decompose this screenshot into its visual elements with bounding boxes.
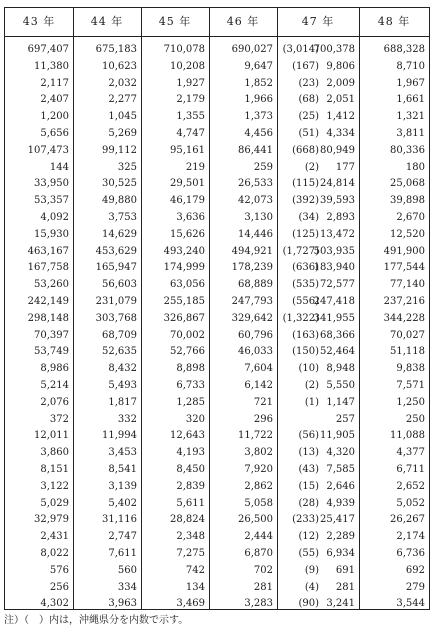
cell-c48: 1,250 [396, 396, 425, 408]
cell-c43: 8,022 [40, 548, 69, 559]
cell-c43: 167,758 [27, 262, 69, 274]
cell-c45: 134 [185, 581, 205, 593]
cell-c43: 2,407 [40, 94, 69, 106]
cell-c46: 7,604 [244, 363, 273, 375]
cell-c48: 4,377 [396, 447, 425, 459]
cell-c45: 2,348 [176, 531, 205, 543]
cell-c45: 6,733 [176, 380, 205, 391]
table-row [5, 461, 429, 478]
cell-c48: 180 [405, 161, 425, 173]
cell-c45: 12,643 [170, 430, 205, 442]
cell-c47: 52,464 [320, 346, 355, 358]
cell-c45: 28,824 [170, 514, 205, 526]
cell-c43: 8,151 [40, 464, 69, 475]
cell-c44: 56,603 [102, 279, 137, 291]
cell-okinawa-subtotal: (167) [292, 60, 319, 72]
cell-okinawa-subtotal: (28) [298, 497, 319, 509]
cell-c47: 11,905 [320, 430, 355, 442]
cell-c44: 325 [117, 161, 137, 173]
cell-c44: 52,635 [102, 346, 137, 358]
cell-okinawa-subtotal: (12) [298, 531, 319, 543]
cell-c45: 8,898 [176, 363, 205, 375]
cell-c44: 31,116 [102, 514, 137, 526]
cell-c47: 1,412 [326, 111, 355, 123]
cell-c48: 237,216 [383, 296, 425, 307]
cell-c44: 10,623 [102, 60, 137, 72]
cell-c44: 334 [117, 581, 137, 593]
table-row [5, 41, 429, 58]
cell-c46: 11,722 [238, 430, 273, 442]
cell-okinawa-subtotal: (23) [298, 77, 319, 89]
cell-okinawa-subtotal: (556) [292, 296, 319, 307]
cell-c47: 691 [335, 564, 355, 576]
cell-c44: 2,032 [108, 77, 137, 89]
cell-c45: 95,161 [170, 144, 205, 156]
cell-c44: 11,994 [102, 430, 137, 442]
cell-c48: 77,140 [390, 279, 425, 291]
table-row [5, 394, 429, 411]
cell-c43: 12,011 [34, 430, 69, 442]
cell-c44: 7,611 [108, 548, 137, 559]
cell-c48: 1,321 [396, 111, 425, 123]
cell-c47: 6,934 [326, 548, 355, 559]
cell-c46: 4,456 [244, 128, 273, 139]
cell-c43: 33,950 [34, 178, 69, 190]
cell-c46: 1,373 [244, 111, 273, 123]
header-year-46: 46 年 [226, 15, 260, 28]
cell-c48: 177,544 [383, 262, 425, 274]
table-row [5, 427, 429, 444]
cell-c47: 177 [335, 161, 355, 173]
table-row [5, 310, 429, 327]
cell-c46: 86,441 [238, 144, 273, 156]
cell-c48: 3,544 [396, 598, 425, 610]
cell-c43: 1,200 [40, 111, 69, 123]
table-row [5, 159, 429, 176]
cell-c47: 8,948 [326, 363, 355, 375]
cell-okinawa-subtotal: (10) [298, 363, 319, 375]
cell-c43: 144 [49, 161, 69, 173]
cell-c48: 250 [405, 413, 425, 425]
cell-c47: 80,949 [320, 144, 355, 156]
cell-c46: 1,966 [244, 94, 273, 106]
cell-c43: 3,860 [40, 447, 69, 459]
cell-c44: 2,747 [108, 531, 137, 543]
cell-c44: 3,453 [108, 447, 137, 459]
cell-c45: 4,193 [176, 447, 205, 459]
cell-c44: 332 [117, 413, 137, 425]
cell-c43: 697,407 [27, 44, 69, 55]
cell-c47: 2,051 [326, 94, 355, 106]
cell-c48: 39,898 [390, 195, 425, 207]
cell-c48: 80,336 [390, 144, 425, 156]
cell-c47: 4,939 [326, 497, 355, 509]
table-row [5, 327, 429, 344]
cell-c48: 344,228 [383, 312, 425, 324]
cell-okinawa-subtotal: (2) [304, 380, 319, 391]
cell-c48: 688,328 [383, 44, 425, 55]
table-row [5, 91, 429, 108]
cell-okinawa-subtotal: (636) [292, 262, 319, 274]
table-row [5, 579, 429, 596]
cell-c46: 329,642 [231, 312, 273, 324]
cell-c46: 281 [253, 581, 273, 593]
table-row [5, 411, 429, 428]
cell-c47: 341,955 [313, 312, 355, 324]
cell-c43: 2,076 [40, 396, 69, 408]
cell-okinawa-subtotal: (1,727) [282, 245, 319, 257]
cell-c44: 5,493 [108, 380, 137, 391]
table-row [5, 377, 429, 394]
table-row [5, 511, 429, 528]
cell-c45: 219 [185, 161, 205, 173]
cell-c45: 326,867 [163, 312, 205, 324]
cell-c44: 231,079 [95, 296, 137, 307]
cell-c47: 24,814 [320, 178, 355, 190]
cell-c43: 5,656 [40, 128, 69, 139]
cell-c45: 1,927 [176, 77, 205, 89]
cell-c47: 1,147 [326, 396, 355, 408]
cell-c46: 42,073 [238, 195, 273, 207]
cell-c48: 25,068 [390, 178, 425, 190]
cell-c47: 503,935 [313, 245, 355, 257]
cell-c44: 303,768 [95, 312, 137, 324]
cell-c43: 5,214 [40, 380, 69, 391]
cell-okinawa-subtotal: (43) [298, 464, 319, 475]
header-year-45: 45 年 [158, 15, 192, 28]
header-year-44: 44 年 [90, 15, 124, 28]
cell-c45: 10,208 [170, 60, 205, 72]
table-row [5, 192, 429, 209]
table-row [5, 58, 429, 75]
cell-c46: 26,500 [238, 514, 273, 526]
cell-c48: 5,052 [396, 497, 425, 509]
table-row [5, 259, 429, 276]
cell-c48: 6,736 [396, 548, 425, 559]
cell-c48: 12,520 [390, 228, 425, 240]
cell-c45: 3,636 [176, 212, 205, 223]
cell-c43: 15,930 [34, 228, 69, 240]
cell-c48: 70,027 [390, 329, 425, 341]
cell-c47: 281 [335, 581, 355, 593]
table-row [5, 175, 429, 192]
cell-c46: 247,793 [231, 296, 273, 307]
cell-c46: 2,862 [244, 480, 273, 492]
cell-okinawa-subtotal: (233) [292, 514, 319, 526]
cell-c47: 39,593 [320, 195, 355, 207]
table-row [5, 444, 429, 461]
footnote: 注）（ ）内は，沖縄県分を内数で示す。 [4, 615, 189, 626]
table-header [5, 8, 429, 37]
cell-c46: 1,852 [244, 77, 273, 89]
header-year-48: 48 年 [377, 15, 411, 28]
cell-c45: 29,501 [170, 178, 205, 190]
cell-okinawa-subtotal: (535) [292, 279, 319, 291]
cell-c43: 53,357 [34, 195, 69, 207]
cell-c48: 1,967 [396, 77, 425, 89]
cell-c45: 174,999 [163, 262, 205, 274]
table-row [5, 142, 429, 159]
cell-c48: 491,900 [383, 245, 425, 257]
cell-c45: 70,002 [170, 329, 205, 341]
cell-okinawa-subtotal: (3,014) [282, 44, 319, 55]
cell-c47: 700,378 [313, 44, 355, 55]
cell-c47: 257 [335, 413, 355, 425]
table-row [5, 562, 429, 579]
cell-c43: 53,749 [34, 346, 69, 358]
cell-c48: 279 [405, 581, 425, 593]
cell-c45: 15,626 [170, 228, 205, 240]
statistics-table [4, 7, 430, 610]
cell-c47: 2,893 [326, 212, 355, 223]
cell-c47: 7,585 [326, 464, 355, 475]
table-row [5, 276, 429, 293]
cell-c46: 5,058 [244, 497, 273, 509]
cell-c43: 53,260 [34, 279, 69, 291]
cell-okinawa-subtotal: (392) [292, 195, 319, 207]
cell-c47: 4,320 [326, 447, 355, 459]
cell-c47: 72,577 [320, 279, 355, 291]
cell-c45: 52,766 [170, 346, 205, 358]
cell-c43: 70,397 [34, 329, 69, 341]
cell-c47: 13,472 [320, 228, 355, 240]
table-row [5, 243, 429, 260]
cell-c44: 8,541 [108, 464, 137, 475]
cell-c45: 493,240 [163, 245, 205, 257]
cell-c46: 259 [253, 161, 273, 173]
header-year-43: 43 年 [22, 15, 56, 28]
cell-c46: 9,647 [244, 60, 273, 72]
cell-c43: 256 [49, 581, 69, 593]
cell-c47: 183,940 [313, 262, 355, 274]
cell-okinawa-subtotal: (125) [292, 228, 319, 240]
cell-c43: 4,302 [40, 598, 69, 610]
cell-c47: 3,241 [326, 598, 355, 610]
cell-c43: 298,148 [27, 312, 69, 324]
cell-c48: 8,710 [396, 60, 425, 72]
table-row [5, 226, 429, 243]
cell-c46: 46,033 [238, 346, 273, 358]
cell-c44: 68,709 [102, 329, 137, 341]
table-row [5, 293, 429, 310]
cell-okinawa-subtotal: (1,322) [282, 312, 319, 324]
cell-c44: 49,880 [102, 195, 137, 207]
cell-c44: 8,432 [108, 363, 137, 375]
cell-okinawa-subtotal: (4) [304, 581, 319, 593]
cell-c46: 68,889 [238, 279, 273, 291]
cell-c44: 3,753 [108, 212, 137, 223]
cell-c47: 9,806 [326, 60, 355, 72]
cell-okinawa-subtotal: (2) [304, 161, 319, 173]
cell-okinawa-subtotal: (56) [298, 430, 319, 442]
cell-c47: 5,550 [326, 380, 355, 391]
cell-c45: 710,078 [163, 44, 205, 55]
table-row [5, 343, 429, 360]
cell-c45: 742 [185, 564, 205, 576]
table-body [5, 37, 429, 609]
cell-c46: 721 [253, 396, 273, 408]
cell-c44: 1,817 [108, 396, 137, 408]
cell-c46: 2,444 [244, 531, 273, 543]
table-row [5, 478, 429, 495]
cell-c43: 242,149 [27, 296, 69, 307]
cell-c43: 107,473 [27, 144, 69, 156]
cell-c48: 692 [405, 564, 425, 576]
cell-c44: 3,963 [108, 598, 137, 610]
cell-c45: 1,285 [176, 396, 205, 408]
cell-c45: 3,469 [176, 598, 205, 610]
cell-c44: 14,629 [102, 228, 137, 240]
cell-c48: 7,571 [396, 380, 425, 391]
table-row [5, 108, 429, 125]
header-year-47: 47 年 [301, 15, 335, 28]
cell-c48: 6,711 [396, 464, 425, 475]
cell-c48: 51,118 [390, 346, 425, 358]
cell-c45: 5,611 [176, 497, 205, 509]
cell-c47: 68,366 [320, 329, 355, 341]
cell-okinawa-subtotal: (9) [304, 564, 319, 576]
cell-c46: 6,870 [244, 548, 273, 559]
cell-c44: 99,112 [102, 144, 137, 156]
cell-c46: 690,027 [231, 44, 273, 55]
cell-c45: 8,450 [176, 464, 205, 475]
cell-c46: 702 [253, 564, 273, 576]
cell-c47: 2,009 [326, 77, 355, 89]
cell-c45: 63,056 [170, 279, 205, 291]
cell-c47: 2,646 [326, 480, 355, 492]
cell-c43: 576 [49, 564, 69, 576]
table-row [5, 595, 429, 612]
cell-c46: 494,921 [231, 245, 273, 257]
cell-c45: 2,839 [176, 480, 205, 492]
cell-c47: 247,418 [313, 296, 355, 307]
cell-c43: 2,117 [40, 77, 69, 89]
cell-c46: 60,796 [238, 329, 273, 341]
cell-c45: 46,179 [170, 195, 205, 207]
cell-c45: 2,179 [176, 94, 205, 106]
cell-c45: 1,355 [176, 111, 205, 123]
cell-c45: 7,275 [176, 548, 205, 559]
cell-c43: 11,380 [34, 60, 69, 72]
cell-okinawa-subtotal: (163) [292, 329, 319, 341]
cell-c43: 2,431 [40, 531, 69, 543]
cell-c44: 2,277 [108, 94, 137, 106]
cell-c43: 372 [49, 413, 69, 425]
table-row [5, 125, 429, 142]
cell-c46: 14,446 [238, 228, 273, 240]
cell-c44: 5,402 [108, 497, 137, 509]
cell-c43: 3,122 [40, 480, 69, 492]
cell-c43: 4,092 [40, 212, 69, 223]
table-row [5, 75, 429, 92]
cell-c46: 26,533 [238, 178, 273, 190]
cell-c48: 2,652 [396, 480, 425, 492]
cell-okinawa-subtotal: (13) [298, 447, 319, 459]
cell-c43: 463,167 [27, 245, 69, 257]
cell-c44: 453,629 [95, 245, 137, 257]
cell-okinawa-subtotal: (15) [298, 480, 319, 492]
table-row [5, 495, 429, 512]
table-row [5, 528, 429, 545]
cell-c44: 1,045 [108, 111, 137, 123]
cell-c45: 255,185 [163, 296, 205, 307]
cell-c44: 560 [117, 564, 137, 576]
cell-c48: 3,811 [396, 128, 425, 139]
cell-c44: 3,139 [108, 480, 137, 492]
cell-c46: 3,802 [244, 447, 273, 459]
cell-okinawa-subtotal: (150) [292, 346, 319, 358]
cell-c46: 7,920 [244, 464, 273, 475]
cell-c48: 2,670 [396, 212, 425, 223]
table-row [5, 360, 429, 377]
cell-okinawa-subtotal: (25) [298, 111, 319, 123]
cell-c48: 26,267 [390, 514, 425, 526]
cell-okinawa-subtotal: (68) [298, 94, 319, 106]
cell-c44: 5,269 [108, 128, 137, 139]
cell-c48: 9,838 [396, 363, 425, 375]
cell-c47: 25,417 [320, 514, 355, 526]
cell-okinawa-subtotal: (55) [298, 548, 319, 559]
table-row [5, 209, 429, 226]
cell-c46: 6,142 [244, 380, 273, 391]
cell-c44: 30,525 [102, 178, 137, 190]
cell-c44: 675,183 [95, 44, 137, 55]
cell-c46: 296 [253, 413, 273, 425]
cell-okinawa-subtotal: (668) [292, 144, 319, 156]
cell-c45: 4,747 [176, 128, 205, 139]
cell-c48: 2,174 [396, 531, 425, 543]
cell-c47: 2,289 [326, 531, 355, 543]
cell-c46: 3,283 [244, 598, 273, 610]
cell-c43: 32,979 [34, 514, 69, 526]
cell-c44: 165,947 [95, 262, 137, 274]
cell-c43: 8,986 [40, 363, 69, 375]
cell-c48: 11,088 [390, 430, 425, 442]
cell-okinawa-subtotal: (115) [292, 178, 319, 190]
cell-c45: 320 [185, 413, 205, 425]
cell-okinawa-subtotal: (51) [298, 128, 319, 139]
cell-c46: 178,239 [231, 262, 273, 274]
cell-c48: 1,661 [396, 94, 425, 106]
cell-okinawa-subtotal: (90) [298, 598, 319, 610]
cell-c47: 4,334 [326, 128, 355, 139]
cell-c46: 3,130 [244, 212, 273, 223]
cell-c43: 5,029 [40, 497, 69, 509]
cell-okinawa-subtotal: (1) [304, 396, 319, 408]
table-row [5, 545, 429, 562]
cell-okinawa-subtotal: (34) [298, 212, 319, 223]
